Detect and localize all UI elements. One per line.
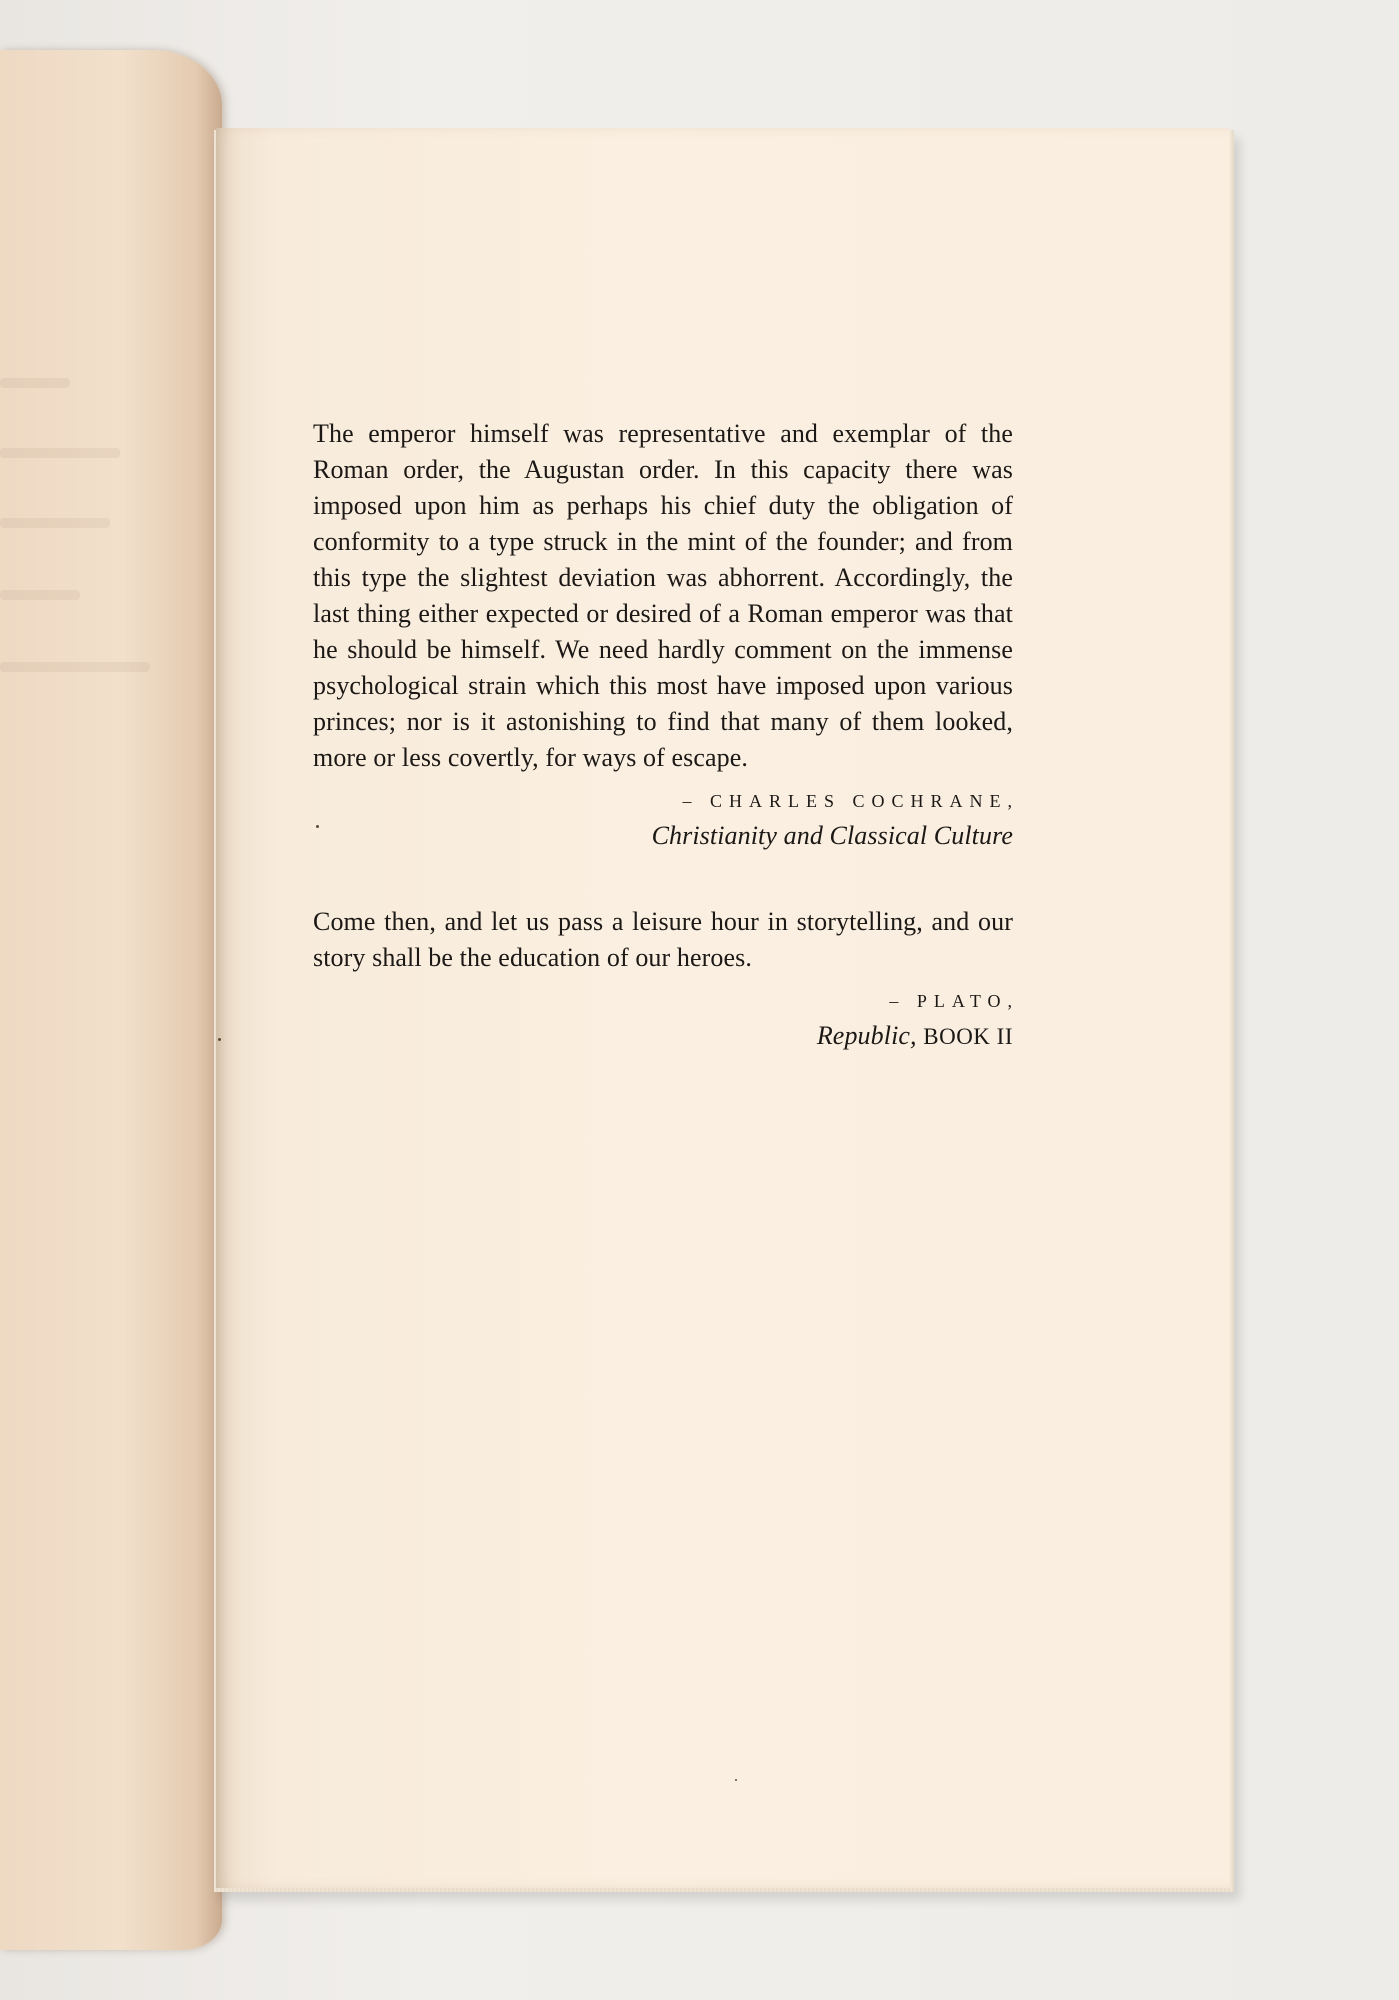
work-title-cochrane: Christianity and Classical Culture [651, 821, 1013, 850]
work-title-plato-italic: Republic, [816, 1021, 917, 1050]
bleed-through-text [0, 448, 120, 458]
author-cochrane: – CHARLES COCHRANE, [682, 791, 1019, 811]
bleed-through-text [0, 378, 70, 388]
bleed-through-text [0, 662, 150, 672]
bleed-through-text [0, 518, 110, 528]
paper-speck [316, 825, 319, 828]
work-title-plato-book: BOOK II [923, 1024, 1013, 1049]
quote-plato-attribution [313, 986, 1019, 1055]
quote-cochrane-text: The emperor himself was representative and exemplar of the Roman order, the Augustan order. In this capacity there was imposed upon him as perhaps his chief duty the obligation of conformity to a type struck in the mint of the founder; and from this type the slightest deviation was abhorrent. Accordingly, the last thing either expected or desired of a Roman emperor was that he should be himself. We need hardly comment on the immense psychological strain which this most have imposed upon various princes; nor is it astonishing to find that many of them looked, more or less covertly, for ways of escape. [313, 419, 1013, 772]
author-plato: – PLATO, [889, 991, 1019, 1011]
quote-cochrane-attribution [313, 786, 1019, 854]
quote-plato-text: Come then, and let us pass a leisure hour in storytelling, and our story shall be the education of our heroes. [313, 907, 1013, 972]
paper-speck [735, 1779, 737, 1781]
paper-speck [218, 1038, 221, 1041]
bleed-through-text [0, 590, 80, 600]
epigraph-block [313, 416, 1019, 1055]
previous-page [0, 50, 222, 1950]
work-title-plato [313, 1018, 1013, 1055]
